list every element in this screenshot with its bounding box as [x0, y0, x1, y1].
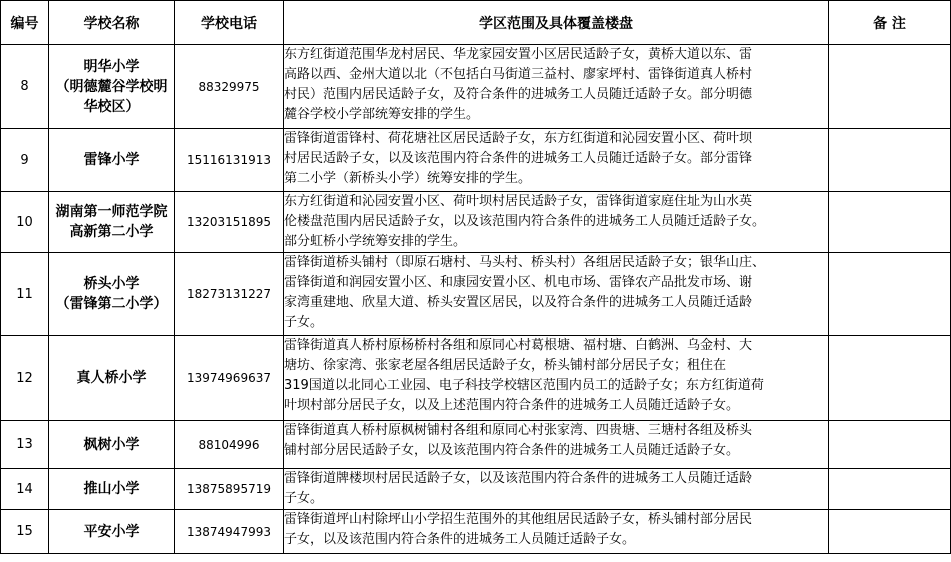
remarks-cell: [829, 469, 951, 510]
district-scope: 雷锋街道牌楼坝村居民适龄子女，以及该范围内符合条件的进城务工人员随迁适龄 子女。: [284, 469, 829, 510]
school-phone: 13203151895: [175, 192, 284, 253]
school-phone: 88104996: [175, 421, 284, 469]
row-number: 8: [1, 45, 49, 129]
school-name-line: 真人桥小学: [76, 370, 147, 386]
header-phone: 学校电话: [175, 1, 284, 45]
row-number: 13: [1, 421, 49, 469]
row-number: 12: [1, 336, 49, 421]
district-scope: 东方红街道范围华龙村居民、华龙家园安置小区居民适龄子女，黄桥大道以东、雷 高路以西、金州大道以北（不包括白马街道三益村、廖家坪村、雷锋街道真人桥村 村民）范围内居民适龄子女，及符合条件的进城务工人员随迁适龄子女。部分明德 麓谷学校小学部统筹安排的学生。: [284, 45, 829, 129]
row-number: 14: [1, 469, 49, 510]
row-number: 11: [1, 253, 49, 336]
table-row: [1, 421, 951, 469]
school-phone: 13874947993: [175, 510, 284, 554]
school-name-line: （明德麓谷学校明: [55, 78, 168, 95]
district-scope: 雷锋街道雷锋村、荷花塘社区居民适龄子女，东方红街道和沁园安置小区、荷叶坝 村居民适龄子女，以及该范围内符合条件的进城务工人员随迁适龄子女。部分雷锋 第二小学（新桥头小学）统筹安排的学生。: [284, 129, 829, 192]
table-row: [1, 129, 951, 192]
remarks-cell: [829, 45, 951, 129]
school-name: [49, 192, 175, 253]
district-scope: 雷锋街道真人桥村原杨桥村各组和原同心村葛根塘、福村塘、白鹤洲、乌金村、大 塘坊、徐家湾、张家老屋各组居民适龄子女，桥头铺村部分居民子女；租住在 319国道以北同心工业园、电子科技学校辖区范围内员工的适龄子女；东方红街道荷 叶坝村部分居民子女，以及上述范围内符合条件的进城务工人员随迁适龄子女。: [284, 336, 829, 421]
table-row: [1, 192, 951, 253]
school-name-line: 华校区）: [83, 98, 140, 115]
school-name-line: 湖南第一师范学院: [55, 204, 168, 220]
table-row: [1, 253, 951, 336]
school-name-line: 推山小学: [83, 481, 140, 497]
remarks-cell: [829, 129, 951, 192]
remarks-cell: [829, 253, 951, 336]
school-name: [49, 469, 175, 510]
school-phone: 88329975: [175, 45, 284, 129]
header-row: [1, 1, 951, 45]
school-name-line: （雷锋第二小学）: [55, 296, 168, 312]
school-phone: 13875895719: [175, 469, 284, 510]
row-number: 9: [1, 129, 49, 192]
school-name: [49, 129, 175, 192]
school-name: [49, 45, 175, 129]
district-scope: 雷锋街道坪山村除坪山小学招生范围外的其他组居民适龄子女，桥头铺村部分居民 子女，以及该范围内符合条件的进城务工人员随迁适龄子女。: [284, 510, 829, 554]
table-row: [1, 45, 951, 129]
row-number: 10: [1, 192, 49, 253]
school-name: [49, 510, 175, 554]
school-name-line: 枫树小学: [83, 436, 140, 453]
school-phone: 18273131227: [175, 253, 284, 336]
school-name-line: 高新第二小学: [69, 224, 154, 240]
school-name-line: 平安小学: [83, 523, 140, 540]
school-phone: 13974969637: [175, 336, 284, 421]
school-name-line: 雷锋小学: [83, 152, 140, 168]
header-scope: 学区范围及具体覆盖楼盘: [284, 1, 829, 45]
header-name: 学校名称: [49, 1, 175, 45]
table-row: [1, 469, 951, 510]
school-name: [49, 421, 175, 469]
school-name-line: 明华小学: [83, 58, 140, 75]
school-name: [49, 336, 175, 421]
remarks-cell: [829, 421, 951, 469]
school-name: [49, 253, 175, 336]
remarks-cell: [829, 192, 951, 253]
district-scope: 雷锋街道桥头铺村（即原石塘村、马头村、桥头村）各组居民适龄子女；银华山庄、 雷锋街道和润园安置小区、和康园安置小区、机电市场、雷锋农产品批发市场、谢 家湾重建地、欣星大道、桥头安置区居民，以及符合条件的进城务工人员随迁适龄 子女。: [284, 253, 829, 336]
district-scope: 雷锋街道真人桥村原枫树铺村各组和原同心村张家湾、四贵塘、三塘村各组及桥头 铺村部分居民适龄子女，以及该范围内符合条件的进城务工人员随迁适龄子女。: [284, 421, 829, 469]
table-row: [1, 510, 951, 554]
district-scope: 东方红街道和沁园安置小区、荷叶坝村居民适龄子女，雷锋街道家庭住址为山水英 伦楼盘范围内居民适龄子女，以及该范围内符合条件的进城务工人员随迁适龄子女。 部分虹桥小学统筹安排的学生。: [284, 192, 829, 253]
remarks-cell: [829, 336, 951, 421]
row-number: 15: [1, 510, 49, 554]
table-row: [1, 336, 951, 421]
school-phone: 15116131913: [175, 129, 284, 192]
header-num: 编号: [1, 1, 49, 45]
header-note: 备 注: [829, 1, 951, 45]
remarks-cell: [829, 510, 951, 554]
school-name-line: 桥头小学: [83, 276, 140, 292]
